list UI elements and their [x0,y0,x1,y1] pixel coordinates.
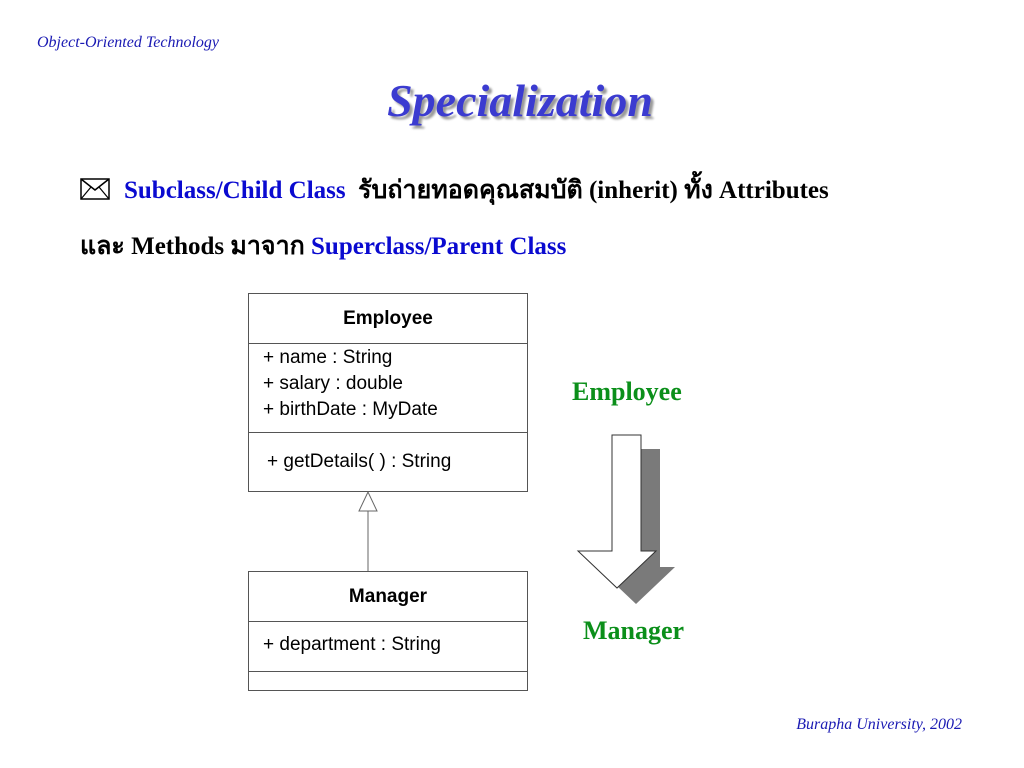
employee-attribute: + birthDate : MyDate [263,399,438,420]
superclass-term: Superclass/Parent Class [311,233,567,260]
arrow-bottom-label: Manager [583,616,685,645]
methods-text: และ Methods มาจาก [80,233,305,260]
employee-method: + getDetails( ) : String [267,451,452,472]
employee-attribute: + salary : double [263,373,403,394]
inheritance-arrow [359,492,377,571]
inherit-text: รับถ่ายทอดคุณสมบัติ (inherit) ทั้ง Attributes [358,177,829,204]
arrow-top-label: Employee [572,377,682,406]
employee-class-name: Employee [249,294,527,344]
manager-class-name: Manager [249,572,527,622]
manager-attribute: + department : String [263,634,441,655]
subclass-term: Subclass/Child Class [124,177,346,204]
footer-credit-label: Burapha University, 2002 [796,716,962,733]
employee-attribute: + name : String [263,347,393,368]
header-course-label: Object-Oriented Technology [37,34,220,51]
slide-title: Specialization [387,75,653,126]
specialization-down-arrow [578,435,675,604]
